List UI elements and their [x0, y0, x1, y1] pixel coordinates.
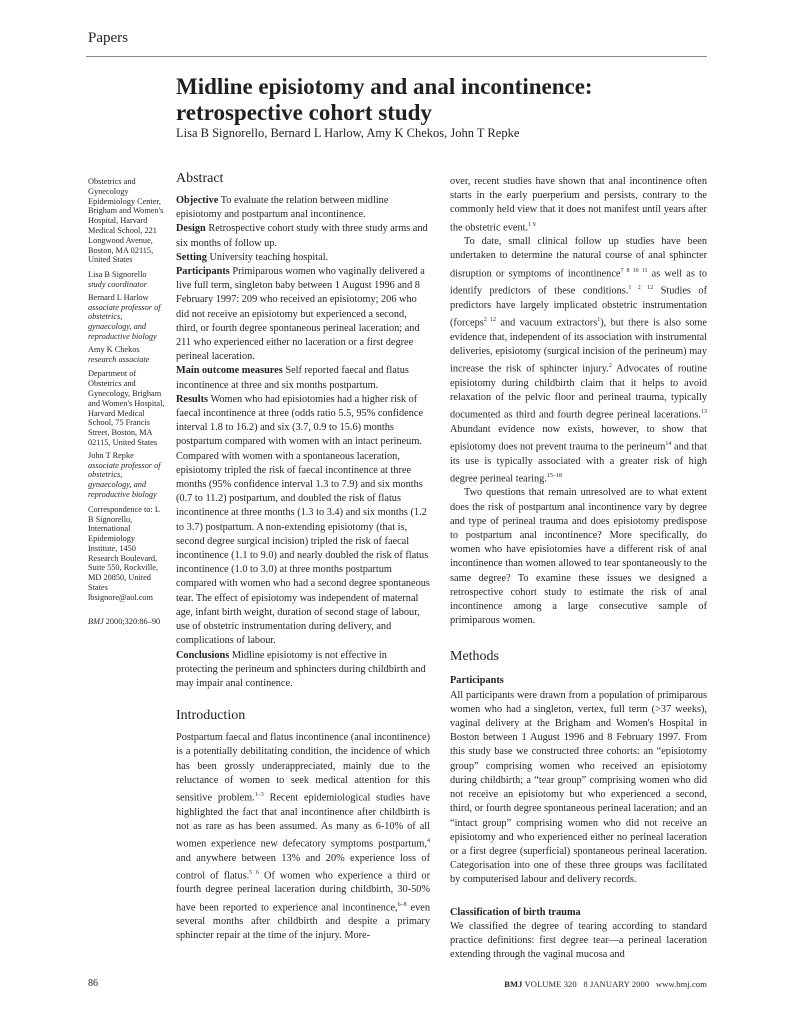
section-label: Papers — [88, 30, 128, 46]
author-2-role: associate professor of obstetrics, gynaecology, and reproductive biology — [88, 302, 161, 341]
ref-mark: 7 8 10 11 — [620, 267, 648, 274]
author-1-name: Lisa B Signorello — [88, 270, 147, 280]
header-rule — [86, 56, 707, 57]
title-line-2: retrospective cohort study — [176, 100, 432, 125]
outcome-label: Main outcome measures — [176, 365, 283, 377]
footer-volume: VOLUME 320 — [524, 979, 577, 989]
intro-paragraph-4: Two questions that remain unresolved are to what extent does the risk of postpartum anal incontinence vary by degree and type of perineal trauma and does episiotomy predispose to postpartum anal incontinence? More specifically, do women who have episiotomies have a different risk of anal incontinence than women allowed to tear spontaneously to the same degree? To examine these issues we designed a retrospective cohort study to estimate the risk of anal incontinence among a large consecutive sample of primiparous women. — [450, 487, 707, 627]
author-1-note — [88, 270, 166, 290]
author-4-note — [88, 451, 166, 500]
author-2-name: Bernard L Harlow — [88, 292, 149, 302]
abstract-objective — [176, 194, 430, 222]
ref-mark: 15–18 — [546, 472, 562, 479]
intro-paragraph-1 — [176, 731, 430, 944]
author-3-note — [88, 345, 166, 365]
footer-date: 8 JANUARY 2000 — [583, 979, 650, 989]
ref-mark: 14 — [665, 440, 672, 447]
ref-mark: 4 — [427, 837, 430, 844]
article-title — [176, 74, 696, 126]
intro-p2-a: over, recent studies have shown that anal incontinence often starts in the early puerperium and persists, contrary to the commonly held view that it does not manifest until years after the obstetric event. — [450, 176, 707, 234]
intro-p3-b: as well as to identify predictors of these conditions. — [450, 268, 707, 297]
intro-p1-c: and anywhere between 13% and 20% experience loss of control of flatus. — [176, 852, 430, 882]
column-left — [176, 170, 430, 944]
abstract-heading: Abstract — [176, 171, 224, 186]
ref-mark: 2 — [608, 363, 612, 370]
design-label: Design — [176, 223, 206, 235]
setting-text: University teaching hospital. — [209, 251, 329, 263]
affiliation-2: Department of Obstetrics and Gynecology, Brigham and Women's Hospital, Harvard Medical School, 75 Francis Street, Boston, MA 02115, United States — [88, 369, 165, 447]
results-text: Women who had episiotomies had a higher risk of faecal incontinence at three (odds ratio 5.5, 95% confidence interval 1.8 to 16.2) and six (3.7, 0.9 to 15.6) months postpartum compared with women with an intact perineum. Compared with women with a spontaneous laceration, episiotomy tripled the risk of faecal incontinence at three months (95% confidence interval 1.3 to 7.9) and six months (0.7 to 11.2) postpartum, and doubled the risk of flatus incontinence at three months (1.3 to 3.4) and six months (1.2 to 3.7) postpartum. A non-extending episiotomy (that is, second degree surgical incision) tripled the risk of faecal incontinence (1.1 to 9.0) and nearly doubled the risk of flatus incontinence (1.0 to 3.0) at three months postpartum compared with women who had a second degree spontaneous tear. The effect of episiotomy was independent of maternal age, infant birth weight, duration of second stage of labour, use of obstetric instrumentation during delivery, and complications of labour. — [176, 393, 430, 647]
author-list: Lisa B Signorello, Bernard L Harlow, Amy K Chekos, John T Repke — [176, 126, 520, 140]
participants-text: Primiparous women who vaginally delivered a live full term, singleton baby between 1 August 1996 and 8 February 1997: 209 who received an episiotomy; 206 who did not receive an episiotomy but experienced a second, third, or fourth degree spontaneous perineal laceration; and 211 who experienced either no laceration or a first degree perineal laceration. — [176, 266, 425, 363]
journal-footer — [504, 979, 707, 989]
abstract-participants — [176, 265, 430, 364]
intro-p3-a: To date, small clinical follow up studies have been undertaken to determine the natural course of anal sphincter disruption or symptoms of incontinence — [450, 236, 707, 280]
author-3-name: Amy K Chekos — [88, 344, 140, 354]
intro-paragraph-2 — [450, 175, 707, 235]
ref-mark: 5 6 — [249, 869, 260, 876]
abstract-results — [176, 393, 430, 649]
intro-p1-e: even several months after childbirth and despite a primary sphincter repair at the time of the injury. More- — [176, 902, 430, 942]
ref-mark: 13 — [701, 409, 707, 416]
author-1-role: study coordinator — [88, 279, 147, 289]
author-4-name: John T Repke — [88, 450, 134, 460]
page-number: 86 — [88, 978, 98, 989]
author-2-note — [88, 293, 166, 342]
intro-p3-d: and vacuum extractors — [496, 317, 598, 329]
citation-ref: 2000;320:86–90 — [105, 616, 161, 626]
abstract-conclusions — [176, 649, 430, 692]
participants-subheading: Participants — [450, 675, 504, 687]
affiliation-1: Obstetrics and Gynecology Epidemiology Center, Brigham and Women's Hospital, Harvard Medical School, 221 Longwood Avenue, Boston, MA 02115, United States — [88, 177, 164, 265]
intro-p3-g: Abundant evidence now exists, however, to show that episiotomy does not prevent trauma to the perineum — [450, 423, 707, 453]
birth-trauma-subheading: Classification of birth trauma — [450, 906, 581, 918]
setting-label: Setting — [176, 251, 207, 263]
footer-journal: BMJ — [504, 979, 523, 989]
abstract-outcome — [176, 364, 430, 392]
intro-p3-h: and that its use is typically associated with a greater risk of high degree perineal tearing. — [450, 441, 707, 485]
author-4-role: associate professor of obstetrics, gynaecology, and reproductive biology — [88, 460, 161, 499]
design-text: Retrospective cohort study with three study arms and six months of follow up. — [176, 223, 428, 249]
intro-p1-b: Recent epidemiological studies have highlighted the fact that anal incontinence after childbirth is not as rare as has been assumed. As many as 6-10% of all women experience new defecatory symptoms postpartum, — [176, 792, 430, 850]
conclusions-text: Midline episiotomy is not effective in protecting the perineum and sphincters during childbirth and may impair anal continence. — [176, 649, 426, 689]
results-label: Results — [176, 393, 209, 405]
ref-mark: 1 — [597, 317, 601, 324]
margin-notes — [88, 177, 166, 629]
citation-journal: BMJ — [88, 616, 104, 626]
intro-p3-f: Advocates of routine episiotomy during childbirth claim that it helps to avoid relaxation of the pelvic floor and perineal trauma, typically documented as third and fourth degree perineal lacerations. — [450, 363, 707, 421]
intro-p3-e: ), but there is also some evidence that, independent of its association with instrumental deliveries, episiotomy (surgical incision of the perineum) may increase the risk of sphincter injury. — [450, 317, 707, 375]
intro-paragraph-3 — [450, 235, 707, 486]
ref-mark: 6–8 — [397, 901, 407, 908]
abstract-design — [176, 222, 430, 250]
abstract-setting — [176, 251, 430, 265]
title-line-1: Midline episiotomy and anal incontinence: — [176, 74, 593, 99]
ref-mark: 2 12 — [483, 317, 497, 324]
methods-paragraph-2: We classified the degree of tearing according to standard practice definitions: first degree tear—a perineal laceration extending through the vaginal mucosa and — [450, 920, 707, 961]
intro-p3-c: Studies of predictors have largely implicated obstetric instrumentation (forceps — [450, 285, 707, 329]
ref-mark: 1–3 — [254, 791, 264, 798]
intro-p1-d: Of women who experience a third or fourth degree perineal laceration during childbirth, 30-50% have been reported to experience anal incontinence, — [176, 870, 430, 914]
ref-mark: 1 2 12 — [628, 285, 654, 292]
objective-text: To evaluate the relation between midline episiotomy and postpartum anal incontinence. — [176, 195, 389, 221]
introduction-heading: Introduction — [176, 708, 246, 724]
ref-mark: 1 9 — [528, 221, 536, 228]
footer-url[interactable]: www.bmj.com — [655, 979, 707, 989]
outcome-text: Self reported faecal and flatus incontinence at three and six months postpartum. — [176, 365, 409, 391]
objective-label: Objective — [176, 195, 219, 206]
methods-heading: Methods — [450, 649, 499, 665]
conclusions-label: Conclusions — [176, 649, 230, 661]
column-right — [450, 175, 707, 962]
methods-paragraph-1: All participants were drawn from a population of primiparous women who had a singleton, vertex, full term (>37 weeks), vaginal delivery at the Brigham and Women's Hospital in Boston between 1 August 1996 and 8 February 1997. From this study base we constructed three cohorts: an “episiotomy group” comprising women who received an episiotomy during childbirth; a “tear group” comprising women who did not receive an episiotomy but who experienced a second, third, or fourth degree spontaneous perineal laceration; and an “intact group” comprising women who did not receive an episiotomy and who experienced either no perineal laceration or a first degree (superficial) spontaneous perineal laceration. Categorisation into one of these three groups was facilitated by computerised labour and delivery records. — [450, 689, 707, 886]
citation — [88, 617, 166, 627]
correspondence: Correspondence to: L B Signorello, International Epidemiology Institute, 1450 Research Boulevard, Suite 550, Rockville, MD 20850, United States lbsignore@aol.com — [88, 504, 160, 602]
author-3-role: research associate — [88, 354, 150, 364]
participants-label: Participants — [176, 266, 230, 278]
intro-p1-a: Postpartum faecal and flatus incontinence (anal incontinence) is a potentially debilitating condition, the incidence of which has been grossly underappreciated, mainly due to the reluctance of women to seek medical attention for this sensitive problem. — [176, 732, 430, 804]
